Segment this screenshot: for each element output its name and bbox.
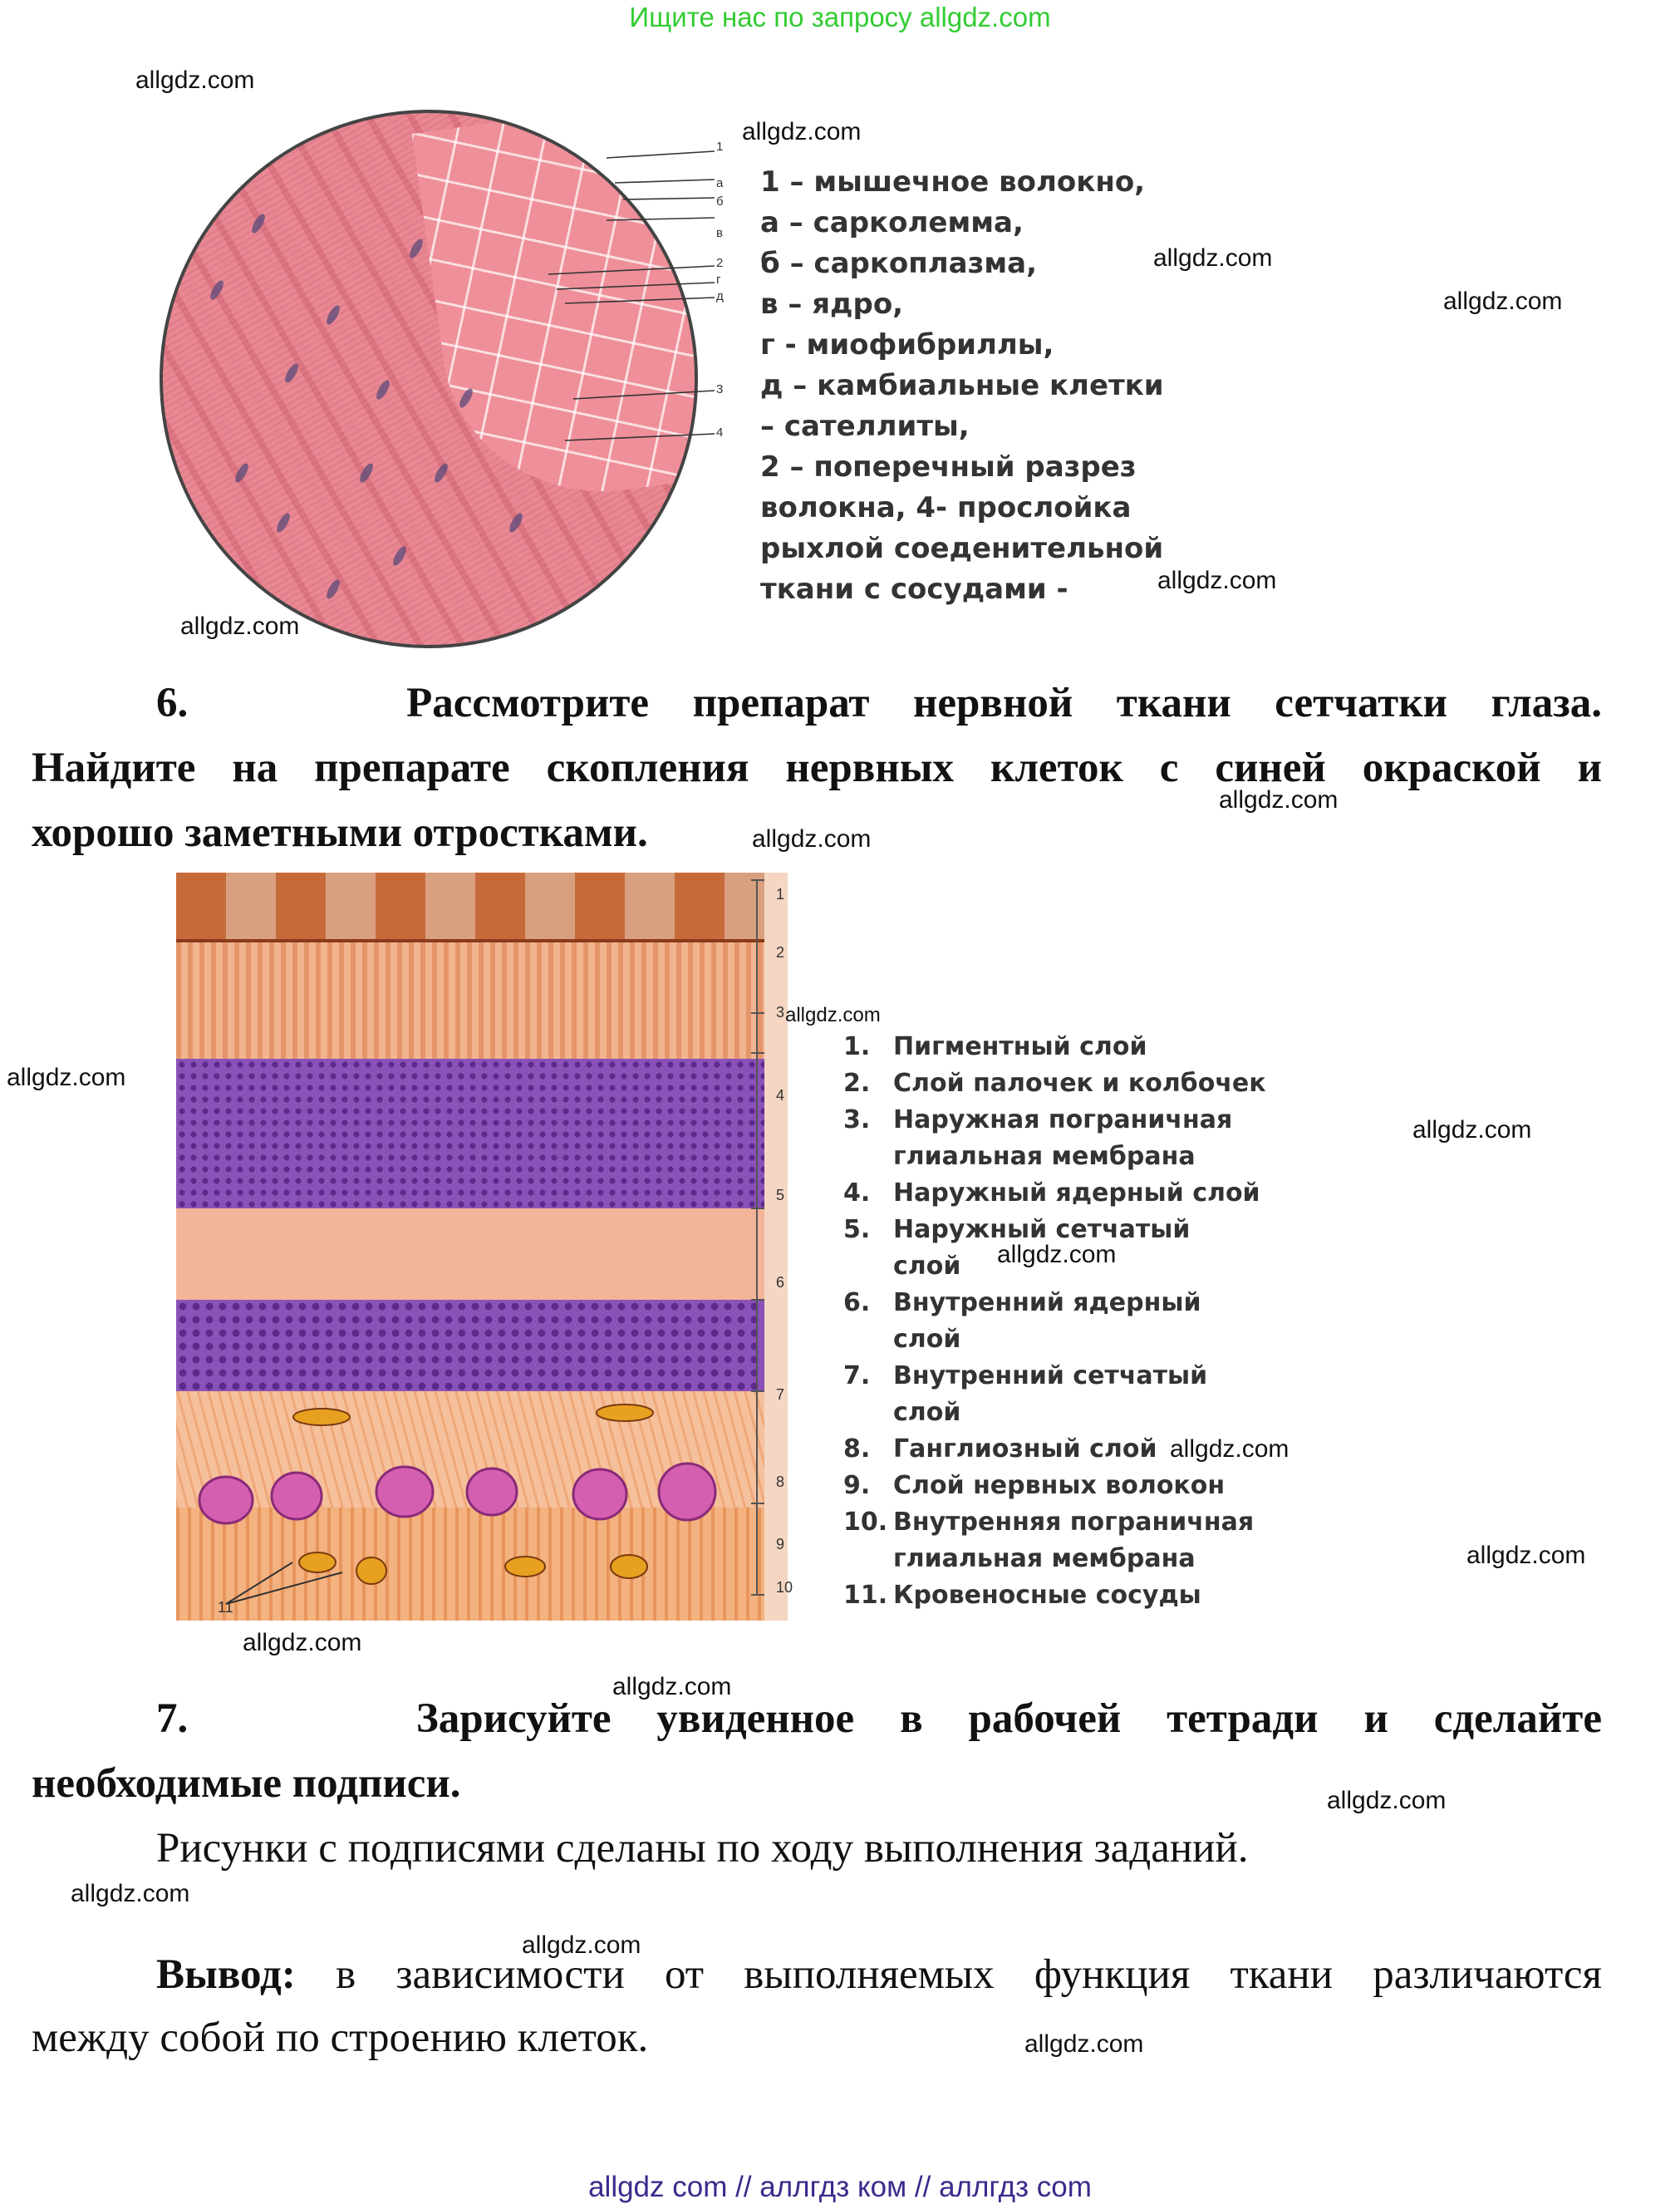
line-label-v: в	[716, 226, 723, 240]
nucleus-mark	[407, 237, 425, 260]
task6-line2: Найдите на препарате скопления нервных клеток с синей окраской и	[32, 745, 1602, 791]
nucleus-mark	[391, 544, 409, 568]
nucleus-mark	[374, 378, 392, 401]
watermark: allgdz.com	[522, 1931, 641, 1959]
legend2-text: Внутренняя пограничная	[893, 1508, 1255, 1537]
task6-text1: Рассмотрите препарат нервной ткани сетчатки глаза.	[406, 680, 1602, 726]
legend2-continuation: глиальная мембрана	[893, 1544, 1196, 1573]
legend2-item	[843, 1504, 1309, 1541]
retina-figure	[176, 873, 788, 1621]
legend2-text: Внутренний сетчатый	[893, 1361, 1208, 1390]
legend2-number: 8.	[843, 1434, 871, 1464]
legend2-number: 6.	[843, 1288, 871, 1317]
watermark: allgdz.com	[1443, 288, 1563, 315]
legend1-line: ткани с сосудами -	[760, 573, 1068, 606]
scale-label-3: 3	[776, 1004, 785, 1021]
nucleus-mark	[233, 461, 251, 485]
legend2-number: 3.	[843, 1105, 871, 1134]
legend2-item	[843, 1029, 1309, 1065]
watermark: allgdz.com	[785, 1004, 881, 1026]
watermark: allgdz.com	[1157, 567, 1277, 594]
legend2-text: Ганглиозный слой	[893, 1434, 1157, 1464]
conclusion-line1	[32, 1943, 1602, 2006]
legend2-number: 1.	[843, 1032, 871, 1061]
top-banner: Ищите нас по запросу allgdz.com	[629, 2, 1051, 32]
watermark: allgdz.com	[997, 1241, 1117, 1268]
legend2-text: Наружная пограничная	[893, 1105, 1233, 1134]
task7-number: 7.	[156, 1695, 189, 1742]
legend2-text: Наружный сетчатый	[893, 1215, 1191, 1244]
nucleus-mark	[507, 511, 525, 534]
watermark: allgdz.com	[1153, 244, 1273, 272]
figure2-legend	[843, 1029, 1309, 1614]
scale-label-10: 10	[776, 1579, 793, 1596]
figure1-legend	[760, 162, 1192, 610]
line-label-d: д	[716, 289, 724, 303]
task7-line1	[32, 1687, 1602, 1750]
legend2-number: 4.	[843, 1178, 871, 1208]
line-label-2: 2	[716, 256, 724, 270]
conclusion-text1: в зависимости от выполняемых функция ткани различаются	[336, 1951, 1602, 1998]
retina-layer-scale	[756, 879, 793, 1596]
nucleus-mark	[249, 212, 268, 235]
legend2-text: Слой палочек и колбочек	[893, 1069, 1266, 1098]
watermark: allgdz.com	[1170, 1435, 1289, 1463]
watermark: allgdz.com	[1466, 1542, 1586, 1569]
scale-label-2: 2	[776, 944, 785, 961]
scale-label-8: 8	[776, 1473, 785, 1490]
nucleus-mark	[324, 303, 342, 327]
legend1-line: рыхлой соеденительной	[760, 532, 1164, 565]
legend1-line: волокна, 4- прослойка	[760, 491, 1132, 524]
answer-paragraph	[32, 1817, 1602, 1880]
task7-line2: необходимые подписи.	[32, 1760, 461, 1807]
legend2-continuation: слой	[893, 1398, 961, 1427]
nucleus-mark	[208, 278, 226, 302]
legend1-line: в – ядро,	[760, 288, 904, 321]
line-label-b: б	[716, 194, 724, 209]
footer-links: allgdz com // аллгдз ком // аллгдз com	[588, 2171, 1092, 2203]
legend2-number: 9.	[843, 1471, 871, 1500]
legend2-item	[843, 1065, 1309, 1102]
task7-text1: Зарисуйте увиденное в рабочей тетради и сделайте	[415, 1695, 1602, 1742]
legend2-item	[843, 1468, 1309, 1504]
watermark: allgdz.com	[135, 66, 255, 94]
legend1-line: – сателлиты,	[760, 410, 970, 443]
legend1-line: д – камбиальные клетки	[760, 369, 1164, 402]
line-label-g: г	[716, 273, 721, 287]
nucleus-mark	[274, 511, 292, 534]
task6-line1	[32, 672, 1602, 735]
legend2-continuation: слой	[893, 1252, 961, 1281]
figure1-leader-lines	[499, 133, 748, 465]
legend2-text: Слой нервных волокон	[893, 1471, 1226, 1500]
watermark: allgdz.com	[71, 1880, 190, 1907]
legend2-text: Кровеносные сосуды	[893, 1581, 1201, 1610]
conclusion-label: Вывод:	[156, 1951, 296, 1998]
scale-label-5: 5	[776, 1187, 785, 1203]
legend2-item	[843, 1358, 1309, 1395]
legend2-text: Внутренний ядерный	[893, 1288, 1201, 1317]
watermark: allgdz.com	[7, 1064, 126, 1091]
figure1-line-labels	[716, 140, 749, 472]
nucleus-mark	[357, 461, 376, 485]
watermark: allgdz.com	[1219, 786, 1339, 814]
scale-label-7: 7	[776, 1386, 785, 1403]
nucleus-mark	[432, 461, 450, 485]
legend2-item	[843, 1285, 1309, 1321]
watermark: allgdz.com	[243, 1629, 362, 1656]
legend2-continuation: слой	[893, 1325, 961, 1354]
legend2-item	[843, 1175, 1309, 1212]
legend1-line: г - миофибриллы,	[760, 328, 1054, 362]
legend2-number: 5.	[843, 1215, 871, 1244]
watermark: allgdz.com	[752, 825, 872, 853]
conclusion-line2: между собой по строению клеток.	[32, 2015, 649, 2061]
watermark: allgdz.com	[180, 612, 300, 640]
watermark: allgdz.com	[1024, 2030, 1144, 2058]
scale-label-6: 6	[776, 1274, 785, 1291]
legend2-number: 2.	[843, 1069, 871, 1098]
watermark: allgdz.com	[612, 1673, 732, 1700]
legend2-text: Пигментный слой	[893, 1032, 1147, 1061]
legend1-line: а – сарколемма,	[760, 206, 1024, 239]
legend1-line: 2 – поперечный разрез	[760, 450, 1137, 484]
answer-text: Рисунки с подписями сделаны по ходу выполнения заданий.	[156, 1825, 1249, 1872]
legend2-number: 11.	[843, 1581, 888, 1610]
legend2-item	[843, 1577, 1309, 1614]
task6-line3: хорошо заметными отростками.	[32, 809, 648, 856]
scale-label-1: 1	[776, 886, 785, 903]
legend1-line: 1 – мышечное волокно,	[760, 165, 1146, 199]
legend2-number: 10.	[843, 1508, 888, 1537]
nucleus-mark	[324, 578, 342, 601]
line-label-4: 4	[716, 426, 724, 440]
nucleus-mark	[282, 362, 301, 385]
watermark: allgdz.com	[1412, 1116, 1532, 1144]
retina-cells	[176, 873, 788, 1621]
task6-number: 6.	[156, 680, 189, 726]
scale-label-4: 4	[776, 1087, 785, 1104]
line-label-3: 3	[716, 382, 724, 396]
watermark: allgdz.com	[1327, 1787, 1447, 1814]
legend2-continuation: глиальная мембрана	[893, 1142, 1196, 1171]
scale-label-9: 9	[776, 1536, 785, 1552]
legend2-text: Наружный ядерный слой	[893, 1178, 1260, 1208]
legend2-item	[843, 1102, 1309, 1139]
line-label-1: 1	[716, 140, 724, 154]
legend1-line: б – саркоплазма,	[760, 247, 1038, 280]
legend2-number: 7.	[843, 1361, 871, 1390]
watermark: allgdz.com	[742, 118, 862, 145]
line-label-a: а	[716, 176, 724, 190]
vessel-label-11: 11	[218, 1599, 233, 1616]
